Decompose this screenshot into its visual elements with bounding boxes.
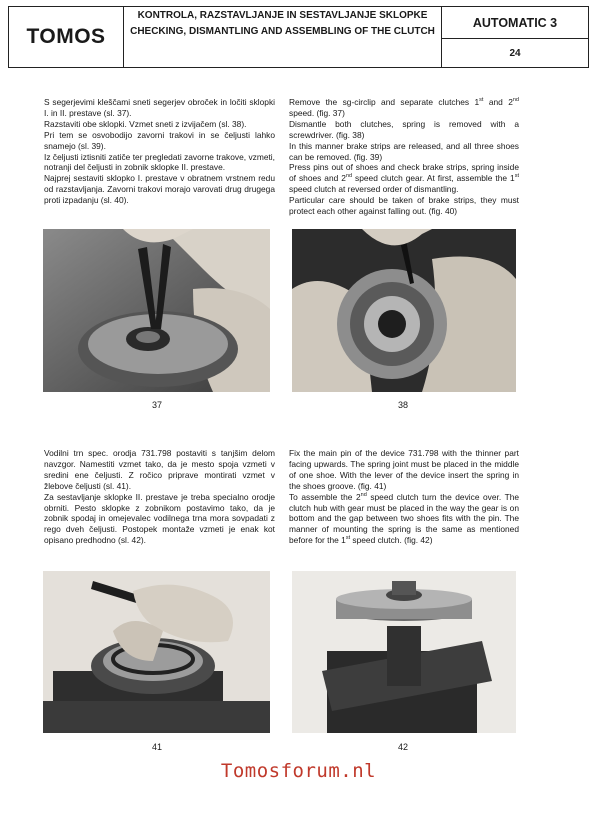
paragraph: In this manner brake strips are released, and all three shoes can be removed. (fig. 39) — [289, 140, 519, 162]
title-slovene: KONTROLA, RAZSTAVLJANJE IN SESTAVLJANJE SKLOPKE — [137, 10, 428, 21]
figure-38-caption: 38 — [397, 400, 408, 410]
section2-english-text — [289, 448, 519, 546]
title-english: CHECKING, DISMANTLING AND ASSEMBLING OF THE CLUTCH — [130, 25, 435, 37]
paragraph: Particular care should be taken of brake strips, they must protect each other against falling out. (fig. 40) — [289, 195, 519, 217]
watermark: Tomosforum.nl — [220, 760, 377, 782]
paragraph: Press pins out of shoes and check brake strips, spring inside of shoes and 2nd speed clutch gear. At first, assemble the 1st speed clutch at reversed order of dismantling. — [289, 162, 519, 195]
paragraph: Najprej sestaviti sklopko I. prestave v obratnem vrstnem redu od razstavljanja. Zavorni trakovi morajo varovati drug drugega proti izpadanju (sl. 40). — [44, 173, 275, 206]
figure-38-photo — [292, 229, 516, 392]
figure-41-photo — [43, 571, 270, 733]
section2-slovene-text — [44, 448, 275, 546]
paragraph: S segerjevimi kleščami sneti segerjev obroček in ločiti sklopki I. in II. prestave (sl. 37). — [44, 97, 275, 118]
page-number: 24 — [509, 47, 521, 59]
section1-slovene-text — [44, 97, 275, 206]
figure-37-caption: 37 — [151, 400, 162, 410]
section1-english-text — [289, 97, 519, 217]
paragraph: Remove the sg-circlip and separate clutches 1st and 2nd speed. (fig. 37) — [289, 97, 519, 118]
paragraph: Vodilni trn spec. orodja 731.798 postaviti s tanjšim delom navzgor. Namestiti vzmet tako, da je mesto spoja vzmeti v sredini ene čeljusti. Z ročico priprave montirati vzmet v žlebove čeljusti (sl. 41). — [44, 448, 275, 491]
paragraph: Pri tem se osvobodijo zavorni trakovi in se čeljusti lahko snamejo (sl. 39). — [44, 129, 275, 151]
paragraph: Dismantle both clutches, spring is removed with a screwdriver. (fig. 38) — [289, 118, 519, 140]
page-title — [124, 7, 442, 67]
paragraph: To assemble the 2nd speed clutch turn the device over. The clutch hub with gear must be placed in the way the gear is on bottom and the gap between two shoes fits with the pin. The manner of mounting the spring is the same as mentioned before for the 1st speed clutch. (fig. 42) — [289, 491, 520, 546]
figure-42-caption: 42 — [397, 742, 408, 752]
brand-logo — [9, 7, 124, 67]
figure-37-photo — [43, 229, 270, 392]
figure-42-photo — [292, 571, 516, 733]
model-block — [442, 7, 588, 67]
paragraph: Iz čeljusti iztisniti zatiče ter pregledati zavorne trakove, vzmeti, notranji del čeljusti in zobnik sklopke II. prestave. — [44, 151, 275, 173]
brand-name: TOMOS — [26, 25, 106, 48]
figure-41-caption: 41 — [151, 742, 162, 752]
paragraph: Razstaviti obe sklopki. Vzmet sneti z izvijačem (sl. 38). — [44, 118, 247, 129]
page-header — [8, 6, 589, 68]
paragraph: Fix the main pin of the device 731.798 with the thinner part facing upwards. The spring joint must be placed in the middle of one shoe. With the lever of the device insert the spring in the shoes groove. (fig. 41) — [289, 448, 519, 491]
paragraph: Za sestavljanje sklopke II. prestave je treba specialno orodje obrniti. Pesto sklopke z zobnikom postavimo tako, da je zobnik spodaj in omejevalec vodilnega trna mora sovpadati z rego dveh čeljusti. Postopek montaže vzmeti je enak kot opisano predhodno (sl. 42). — [44, 491, 275, 546]
model-name: AUTOMATIC 3 — [442, 7, 588, 39]
